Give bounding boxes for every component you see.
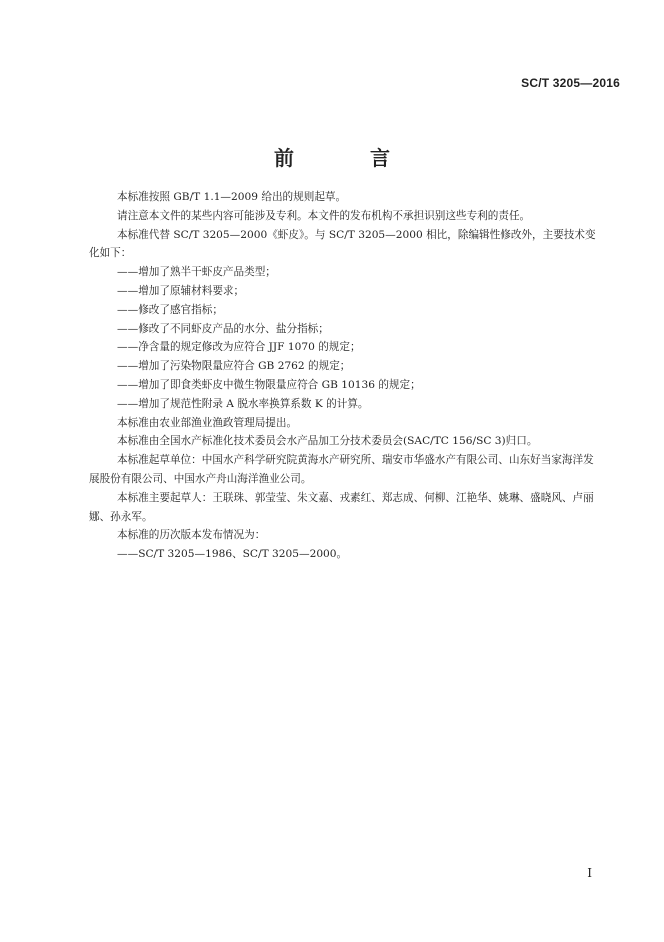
history-item: ——SC/T 3205—1986、SC/T 3205—2000。 <box>117 548 348 561</box>
change-item: ——增加了即食类虾皮中微生物限量应符合 GB 10136 的规定； <box>117 378 421 391</box>
paragraph-history-intro: 本标准的历次版本发布情况为： <box>117 529 266 542</box>
foreword-body <box>89 188 602 564</box>
paragraph-drafters: 本标准主要起草人：王联珠、郭莹莹、朱文嘉、戎素红、郑志成、何柳、江艳华、姚琳、盛晓风、卢丽娜、孙永军。 <box>89 491 594 523</box>
change-item: ——修改了感官指标； <box>117 303 223 316</box>
change-item: ——增加了规范性附录 A 脱水率换算系数 K 的计算。 <box>117 397 369 410</box>
paragraph-drafting-rules: 本标准按照 GB/T 1.1—2009 给出的规则起草。 <box>117 191 347 203</box>
page-title: 前 言 <box>274 146 418 170</box>
change-item: ——修改了不同虾皮产品的水分、盐分指标； <box>117 322 329 335</box>
standard-code: SC/T 3205—2016 <box>521 76 620 90</box>
change-item: ——增加了熟半干虾皮产品类型； <box>117 266 276 279</box>
paragraph-patent-notice: 请注意本文件的某些内容可能涉及专利。本文件的发布机构不承担识别这些专利的责任。 <box>117 209 531 222</box>
change-item: ——增加了污染物限量应符合 GB 2762 的规定； <box>117 360 351 373</box>
page-number: I <box>587 866 592 880</box>
change-item: ——净含量的规定修改为应符合 JJF 1070 的规定； <box>117 341 361 354</box>
paragraph-drafting-units: 本标准起草单位：中国水产科学研究院黄海水产研究所、瑞安市华盛水产有限公司、山东好当家海洋发展股份有限公司、中国水产舟山海洋渔业公司。 <box>89 454 594 485</box>
paragraph-under-jurisdiction: 本标准由全国水产标准化技术委员会水产品加工分技术委员会(SAC/TC 156/SC 3)归口。 <box>117 435 538 448</box>
change-item: ——增加了原辅材料要求； <box>117 284 245 297</box>
paragraph-replacement: 本标准代替 SC/T 3205—2000《虾皮》。与 SC/T 3205—2000 相比，除编辑性修改外，主要技术变化如下： <box>89 228 596 260</box>
paragraph-proposed-by: 本标准由农业部渔业渔政管理局提出。 <box>117 416 298 429</box>
